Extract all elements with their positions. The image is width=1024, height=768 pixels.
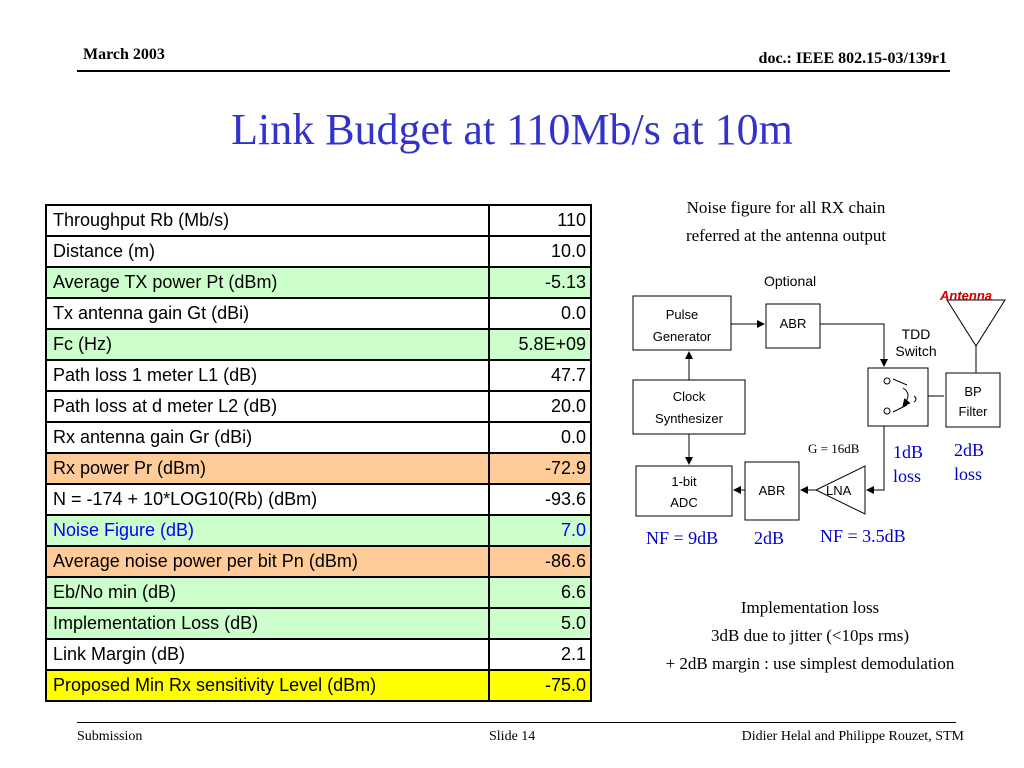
gain-label: G = 16dB <box>808 441 860 456</box>
row-label: Fc (Hz) <box>46 329 489 360</box>
impl-note-line3: + 2dB margin : use simplest demodulation <box>665 654 955 673</box>
row-label: Average noise power per bit Pn (dBm) <box>46 546 489 577</box>
abr-loss-label: 2dB <box>754 528 785 548</box>
bp-loss-value: 2dB <box>954 440 985 460</box>
row-label: Rx antenna gain Gr (dBi) <box>46 422 489 453</box>
slide-title: Link Budget at 110Mb/s at 10m <box>231 105 793 154</box>
pulse-generator-label <box>633 304 731 348</box>
tdd-switch-label <box>892 326 940 360</box>
row-label: Tx antenna gain Gt (dBi) <box>46 298 489 329</box>
tdd-line1: TDD <box>901 326 931 342</box>
row-label: Path loss 1 meter L1 (dB) <box>46 360 489 391</box>
clock-line1: Clock <box>672 389 706 404</box>
row-label: Throughput Rb (Mb/s) <box>46 205 489 236</box>
switch-contact-icon <box>884 408 890 414</box>
tdd-loss-label <box>893 440 923 488</box>
noise-note-line1: Noise figure for all RX chain <box>686 198 886 217</box>
clock-line2: Synthesizer <box>655 411 723 426</box>
footer-authors: Didier Helal and Philippe Rouzet, STM <box>741 729 964 744</box>
clock-synth-label <box>633 386 745 430</box>
abr-bottom-label: ABR <box>758 483 786 498</box>
adc-line2: ADC <box>670 495 698 510</box>
noise-note-line2: referred at the antenna output <box>685 226 887 245</box>
footer-slide-number: Slide 14 <box>489 729 536 744</box>
row-value: -72.9 <box>489 453 591 484</box>
tdd-loss-word: loss <box>893 466 922 486</box>
bp-filter-label <box>946 382 1000 422</box>
row-label: Noise Figure (dB) <box>46 515 489 546</box>
row-value: -86.6 <box>489 546 591 577</box>
pulse-gen-line1: Pulse <box>665 307 699 322</box>
row-label: Implementation Loss (dB) <box>46 608 489 639</box>
antenna-icon <box>947 300 1005 346</box>
impl-note-line1: Implementation loss <box>740 598 880 617</box>
switch-contact-icon <box>884 378 890 384</box>
implementation-loss-note <box>600 594 1020 678</box>
row-value: -93.6 <box>489 484 591 515</box>
row-value: 0.0 <box>489 298 591 329</box>
row-value: -75.0 <box>489 670 591 701</box>
bp-loss-label <box>954 438 984 486</box>
row-value: 7.0 <box>489 515 591 546</box>
optional-label: Optional <box>764 273 817 289</box>
row-value: 20.0 <box>489 391 591 422</box>
row-value: 5.8E+09 <box>489 329 591 360</box>
adc-line1: 1-bit <box>671 474 697 489</box>
lna-label: LNA <box>826 483 852 498</box>
header-date: March 2003 <box>83 46 165 63</box>
row-value: 5.0 <box>489 608 591 639</box>
adc-nf-label: NF = 9dB <box>646 528 719 548</box>
row-label: Eb/No min (dB) <box>46 577 489 608</box>
tdd-loss-value: 1dB <box>893 442 924 462</box>
bp-line1: BP <box>964 384 982 399</box>
header-doc-id: doc.: IEEE 802.15-03/139r1 <box>758 50 947 67</box>
row-label: N = -174 + 10*LOG10(Rb) (dBm) <box>46 484 489 515</box>
row-value: 47.7 <box>489 360 591 391</box>
antenna-label: Antenna <box>940 288 992 303</box>
row-value: 2.1 <box>489 639 591 670</box>
impl-note-line2: 3dB due to jitter (<10ps rms) <box>711 626 909 645</box>
row-label: Distance (m) <box>46 236 489 267</box>
tdd-switch-block <box>868 368 928 426</box>
abr-top-label: ABR <box>779 316 807 331</box>
lna-nf-label: NF = 3.5dB <box>820 526 906 546</box>
row-value: 6.6 <box>489 577 591 608</box>
row-value: 10.0 <box>489 236 591 267</box>
row-value: -5.13 <box>489 267 591 298</box>
row-label: Rx power Pr (dBm) <box>46 453 489 484</box>
row-label: Path loss at d meter L2 (dB) <box>46 391 489 422</box>
footer-divider <box>77 722 956 723</box>
pulse-gen-line2: Generator <box>652 329 712 344</box>
row-value: 0.0 <box>489 422 591 453</box>
row-label: Proposed Min Rx sensitivity Level (dBm) <box>46 670 489 701</box>
row-label: Average TX power Pt (dBm) <box>46 267 489 298</box>
footer-submission: Submission <box>77 729 143 744</box>
adc-label <box>636 471 732 513</box>
row-value: 110 <box>489 205 591 236</box>
bp-line2: Filter <box>958 404 988 419</box>
tdd-line2: Switch <box>895 343 937 359</box>
row-label: Link Margin (dB) <box>46 639 489 670</box>
bp-loss-word: loss <box>954 464 983 484</box>
